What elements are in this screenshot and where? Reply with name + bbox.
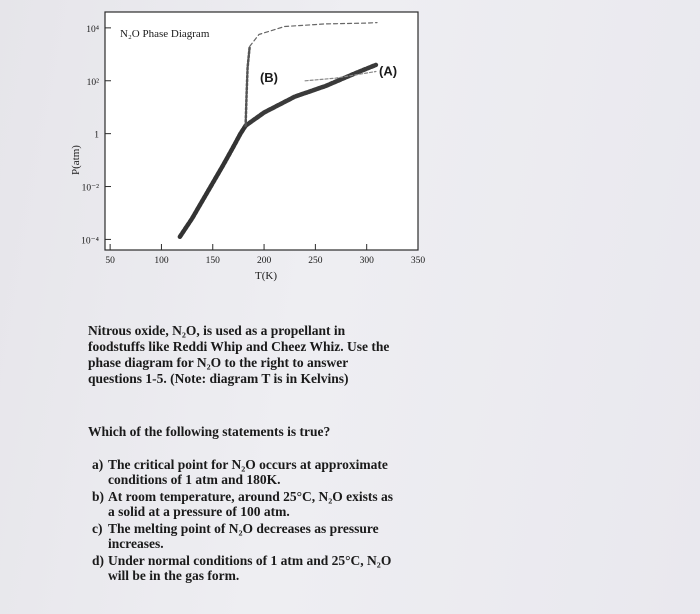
option-b-line-2: a solid at a pressure of 100 atm.	[108, 504, 290, 519]
intro-line-3: phase diagram for N₂O to the right to answer	[88, 355, 349, 370]
option-text	[108, 553, 391, 583]
intro-line-4: questions 1-5. (Note: diagram T is in Kelvins)	[88, 371, 349, 386]
option-c-line-1: The melting point of N₂O decreases as pressure	[108, 521, 379, 536]
option-letter: d)	[92, 553, 105, 568]
chart-title: N₂O Phase Diagram	[120, 28, 210, 40]
option-d-line-1: Under normal conditions of 1 atm and 25°C, N₂O	[108, 553, 392, 568]
y-tick-label: 10⁴	[86, 24, 99, 35]
option-a-line-2: conditions of 1 atm and 180K.	[108, 472, 281, 487]
option-letter: b)	[92, 489, 105, 504]
y-tick-label: 10⁻²	[81, 183, 99, 194]
intro-line-2: foodstuffs like Reddi Whip and Cheez Whiz. Use the	[88, 339, 390, 354]
x-tick-label: 100	[154, 256, 169, 266]
option-text	[108, 457, 388, 487]
intro-paragraph	[88, 323, 448, 387]
y-tick-label: 1	[94, 130, 99, 141]
y-tick-label: 10²	[86, 77, 99, 88]
option-c-line-2: increases.	[108, 536, 164, 551]
option-letter: c)	[92, 521, 103, 536]
x-tick-label: 50	[105, 256, 115, 266]
intro-line-1: Nitrous oxide, N₂O, is used as a propellant in	[88, 323, 346, 338]
x-tick-label: 250	[308, 256, 323, 266]
x-tick-label: 150	[205, 256, 220, 266]
x-tick-label: 300	[359, 256, 374, 266]
x-tick-label: 200	[256, 256, 272, 266]
option-text	[108, 489, 393, 519]
option-letter: a)	[92, 457, 104, 472]
question-prompt: Which of the following statements is true?	[88, 424, 331, 439]
option-b[interactable]	[92, 489, 422, 519]
answer-options	[92, 457, 422, 585]
option-a[interactable]	[92, 457, 422, 487]
option-text	[108, 521, 379, 551]
y-axis-label: P(atm)	[70, 145, 82, 175]
plot-frame	[105, 12, 418, 250]
y-tick-label: 10⁻⁴	[81, 236, 99, 247]
option-d[interactable]	[92, 553, 422, 583]
option-d-line-2: will be in the gas form.	[108, 568, 240, 583]
annotation-label: (A)	[379, 63, 398, 79]
option-b-line-1: At room temperature, around 25°C, N₂O exists as	[108, 489, 394, 504]
option-c[interactable]	[92, 521, 422, 551]
option-a-line-1: The critical point for N₂O occurs at approximate	[108, 457, 388, 472]
x-axis-label: T(K)	[255, 270, 277, 282]
annotation-label: (B)	[259, 70, 279, 86]
phase-diagram-chart	[0, 0, 700, 300]
x-tick-label: 350	[410, 256, 426, 266]
